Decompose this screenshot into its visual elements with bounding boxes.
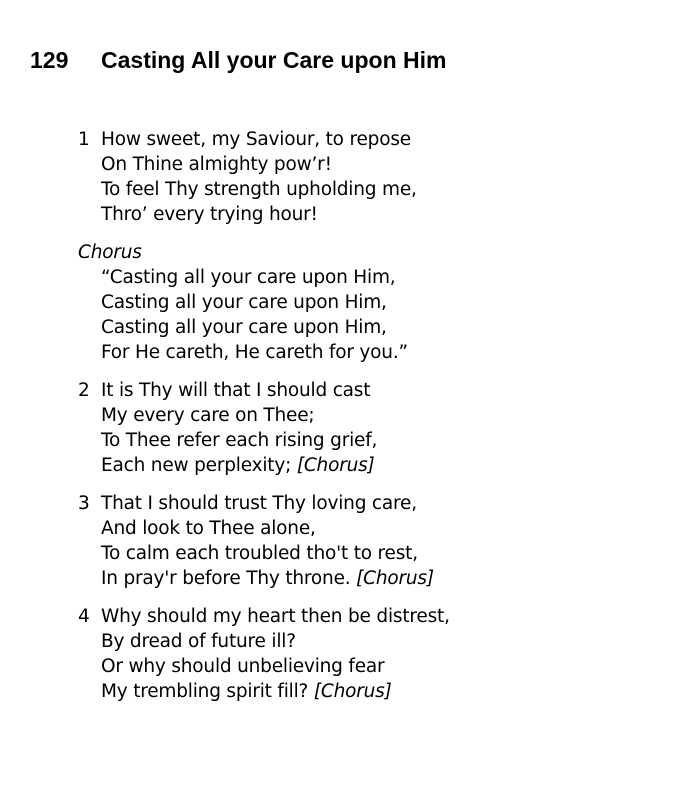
- chorus-line: Casting all your care upon Him,: [101, 317, 387, 338]
- verse-line: [101, 453, 450, 478]
- verse-line-text: In pray'r before Thy throne.: [101, 568, 351, 589]
- verse-line: Thro’ every trying hour!: [101, 204, 318, 225]
- chorus: [78, 240, 450, 365]
- verse-line: Why should my heart then be distrest,: [101, 606, 450, 627]
- hymn-header: [30, 46, 446, 74]
- verse-number: 2: [78, 380, 90, 401]
- hymn-title: Casting All your Care upon Him: [101, 47, 447, 73]
- verse-line: Or why should unbelieving fear: [101, 656, 385, 677]
- chorus-reference: [Chorus]: [296, 455, 375, 476]
- hymn-number: 129: [30, 47, 69, 73]
- verse-line: To calm each troubled tho't to rest,: [101, 543, 418, 564]
- verse-line: [101, 566, 450, 591]
- verse-line: By dread of future ill?: [101, 631, 296, 652]
- hymn-body: [78, 127, 450, 717]
- verse-line: That I should trust Thy loving care,: [101, 493, 417, 514]
- chorus-line: For He careth, He careth for you.”: [101, 342, 408, 363]
- verse-number: 1: [78, 129, 90, 150]
- verse-number: 3: [78, 493, 90, 514]
- chorus-reference: [Chorus]: [313, 681, 392, 702]
- chorus-line: Casting all your care upon Him,: [101, 292, 387, 313]
- chorus-line: “Casting all your care upon Him,: [101, 267, 396, 288]
- verse-line: And look to Thee alone,: [101, 518, 316, 539]
- verse-line: [101, 679, 450, 704]
- verse-line: It is Thy will that I should cast: [101, 380, 371, 401]
- verse-line-text: Each new perplexity;: [101, 455, 292, 476]
- verse-number: 4: [78, 606, 90, 627]
- verse-4: [78, 604, 450, 704]
- verse-line-text: My trembling spirit fill?: [101, 681, 309, 702]
- chorus-reference: [Chorus]: [356, 568, 434, 589]
- verse-line: On Thine almighty pow’r!: [101, 154, 332, 175]
- chorus-label: Chorus: [78, 242, 142, 263]
- verse-3: [78, 491, 450, 591]
- verse-line: My every care on Thee;: [101, 405, 315, 426]
- verse-line: To Thee refer each rising grief,: [101, 430, 378, 451]
- verse-line: To feel Thy strength upholding me,: [101, 179, 417, 200]
- verse-1: [78, 127, 450, 227]
- verse-line: How sweet, my Saviour, to repose: [101, 129, 411, 150]
- verse-2: [78, 378, 450, 478]
